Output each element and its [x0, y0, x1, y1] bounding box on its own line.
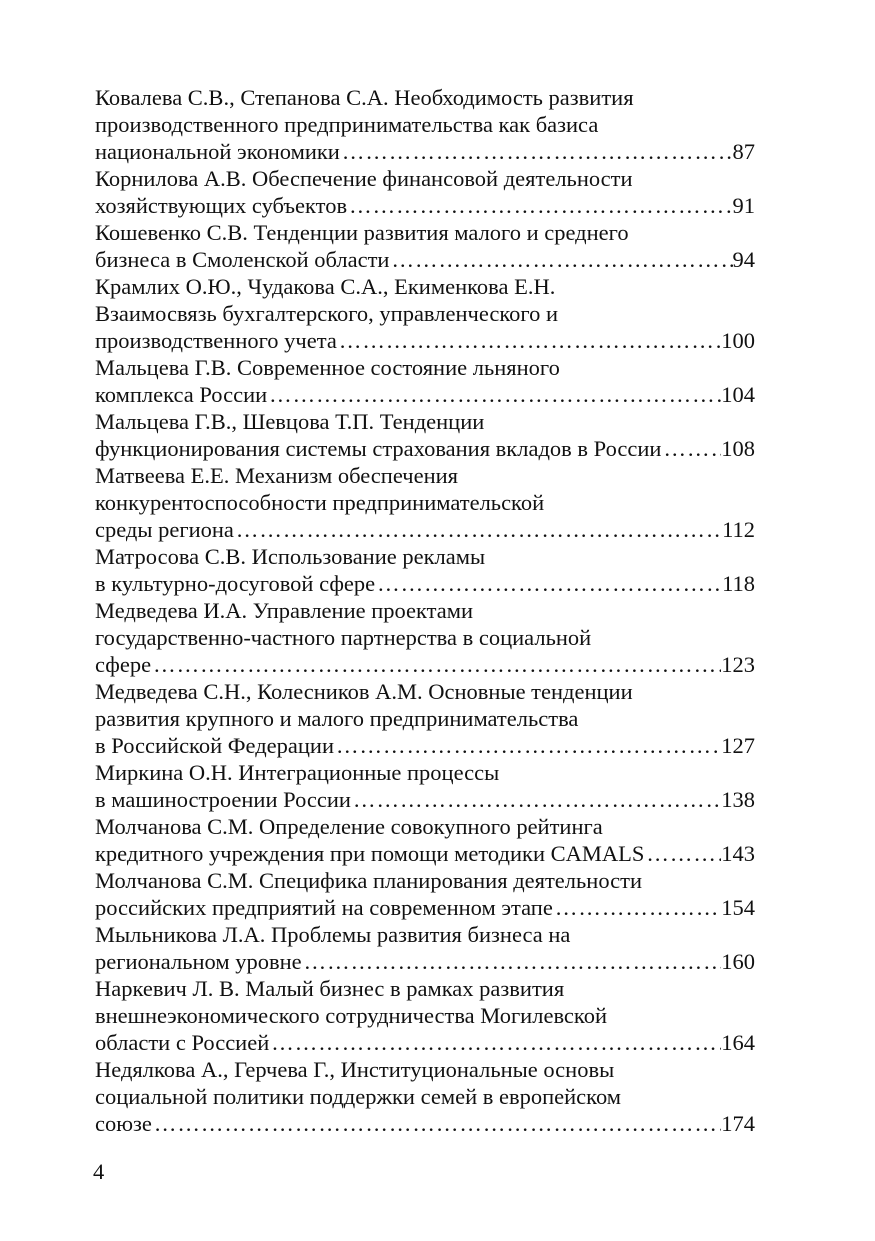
toc-entry [95, 165, 755, 219]
toc-entry-line: Наркевич Л. В. Малый бизнес в рамках развития [95, 976, 565, 1001]
toc-entry-title-end: национальной экономики [95, 139, 340, 164]
table-of-contents [95, 84, 755, 1137]
toc-entry-last-line [95, 786, 755, 813]
toc-entry [95, 867, 755, 921]
toc-entry-last-line [95, 246, 755, 273]
toc-entry-line: Кошевенко С.В. Тенденции развития малого и среднего [95, 220, 629, 245]
toc-entry-title-end: союзе [95, 1111, 152, 1136]
toc-entry-last-line [95, 1029, 755, 1056]
toc-entry-line: Мальцева Г.В., Шевцова Т.П. Тенденции [95, 409, 485, 434]
dot-leader [267, 381, 721, 408]
toc-page-number: 118 [722, 571, 755, 596]
toc-entry-line: Молчанова С.М. Специфика планирования деятельности [95, 868, 642, 893]
toc-entry-line: Медведева С.Н., Колесников А.М. Основные тенденции [95, 679, 633, 704]
dot-leader [269, 1029, 721, 1056]
toc-page-number: 112 [722, 517, 755, 542]
dot-leader [644, 840, 721, 867]
toc-entry [95, 975, 755, 1056]
toc-entry [95, 1056, 755, 1137]
toc-entry-line: государственно-частного партнерства в социальной [95, 625, 592, 650]
toc-entry-title-end: функционирования системы страхования вкладов в России [95, 436, 662, 461]
toc-page-number: 94 [732, 247, 755, 272]
toc-entry-last-line [95, 894, 755, 921]
toc-entry-last-line [95, 516, 755, 543]
toc-entry-title-end: среды региона [95, 517, 234, 542]
toc-entry-line: Корнилова А.В. Обеспечение финансовой деятельности [95, 166, 633, 191]
dot-leader [553, 894, 721, 921]
toc-entry-line: Молчанова С.М. Определение совокупного рейтинга [95, 814, 603, 839]
toc-entry-last-line [95, 1110, 755, 1137]
toc-entry-line: Миркина О.Н. Интеграционные процессы [95, 760, 500, 785]
toc-entry [95, 543, 755, 597]
toc-entry-title-end: в культурно-досуговой сфере [95, 571, 376, 596]
toc-entry-line: Недялкова А., Герчева Г., Институциональные основы [95, 1057, 615, 1082]
toc-entry-title-end: хозяйствующих субъектов [95, 193, 348, 218]
toc-entry-line: конкурентоспособности предпринимательской [95, 490, 545, 515]
toc-page-number: 138 [721, 787, 755, 812]
toc-page-number: 123 [721, 652, 755, 677]
toc-page-number: 87 [732, 139, 755, 164]
toc-entry [95, 219, 755, 273]
toc-entry-title-end: бизнеса в Смоленской области [95, 247, 390, 272]
toc-entry-title-end: в Российской Федерации [95, 733, 335, 758]
toc-entry-last-line [95, 570, 755, 597]
toc-entry-line: Матвеева Е.Е. Механизм обеспечения [95, 463, 458, 488]
dot-leader [152, 1110, 721, 1137]
toc-page-number: 127 [721, 733, 755, 758]
toc-entry [95, 597, 755, 678]
toc-entry-title-end: кредитного учреждения при помощи методики CAMALS [95, 841, 645, 866]
toc-entry-line: Медведева И.А. Управление проектами [95, 598, 474, 623]
dot-leader [234, 516, 722, 543]
dot-leader [337, 327, 721, 354]
toc-entry-line: Взаимосвязь бухгалтерского, управленческого и [95, 301, 558, 326]
toc-page-number: 104 [721, 382, 755, 407]
toc-entry [95, 354, 755, 408]
toc-entry [95, 813, 755, 867]
toc-entry-last-line [95, 651, 755, 678]
toc-entry-line: Крамлих О.Ю., Чудакова С.А., Екименкова Е.Н. [95, 274, 556, 299]
toc-entry-title-end: в машиностроении России [95, 787, 351, 812]
toc-entry [95, 84, 755, 165]
dot-leader [389, 246, 732, 273]
toc-entry-last-line [95, 138, 755, 165]
dot-leader [302, 948, 722, 975]
toc-entry [95, 678, 755, 759]
toc-entry [95, 462, 755, 543]
dot-leader [334, 732, 721, 759]
toc-entry-line: Матросова С.В. Использование рекламы [95, 544, 486, 569]
toc-entry-last-line [95, 948, 755, 975]
toc-page-number: 160 [721, 949, 755, 974]
toc-page-number: 143 [721, 841, 755, 866]
toc-entry-title-end: области с Россией [95, 1030, 270, 1055]
toc-page-number: 91 [732, 193, 755, 218]
toc-entry-last-line [95, 381, 755, 408]
toc-page-number: 174 [721, 1111, 755, 1136]
toc-entry-last-line [95, 732, 755, 759]
toc-entry-line: Ковалева С.В., Степанова С.А. Необходимость развития [95, 85, 634, 110]
toc-entry-title-end: производственного учета [95, 328, 337, 353]
toc-entry-title-end: российских предприятий на современном этапе [95, 895, 553, 920]
dot-leader [351, 786, 721, 813]
toc-entry-title-end: сфере [95, 652, 152, 677]
toc-entry-line: Мыльникова Л.А. Проблемы развития бизнеса на [95, 922, 571, 947]
toc-page-number: 154 [721, 895, 755, 920]
toc-entry-title-end: комплекса России [95, 382, 268, 407]
toc-entry-title-end: региональном уровне [95, 949, 302, 974]
page-number-footer: 4 [93, 1159, 105, 1184]
toc-entry [95, 921, 755, 975]
toc-entry-line: внешнеэкономического сотрудничества Могилевской [95, 1003, 607, 1028]
toc-entry-last-line [95, 435, 755, 462]
toc-entry-last-line [95, 192, 755, 219]
toc-entry-last-line [95, 327, 755, 354]
toc-page-number: 100 [721, 328, 755, 353]
dot-leader [661, 435, 721, 462]
toc-page-number: 164 [721, 1030, 755, 1055]
toc-entry [95, 759, 755, 813]
toc-page-number: 108 [721, 436, 755, 461]
toc-entry [95, 273, 755, 354]
toc-entry-last-line [95, 840, 755, 867]
dot-leader [347, 192, 732, 219]
dot-leader [375, 570, 722, 597]
dot-leader [340, 138, 733, 165]
dot-leader [151, 651, 721, 678]
toc-entry-line: социальной политики поддержки семей в европейском [95, 1084, 622, 1109]
toc-entry [95, 408, 755, 462]
toc-entry-line: развития крупного и малого предпринимательства [95, 706, 579, 731]
toc-entry-line: Мальцева Г.В. Современное состояние льняного [95, 355, 560, 380]
toc-entry-line: производственного предпринимательства как базиса [95, 112, 599, 137]
